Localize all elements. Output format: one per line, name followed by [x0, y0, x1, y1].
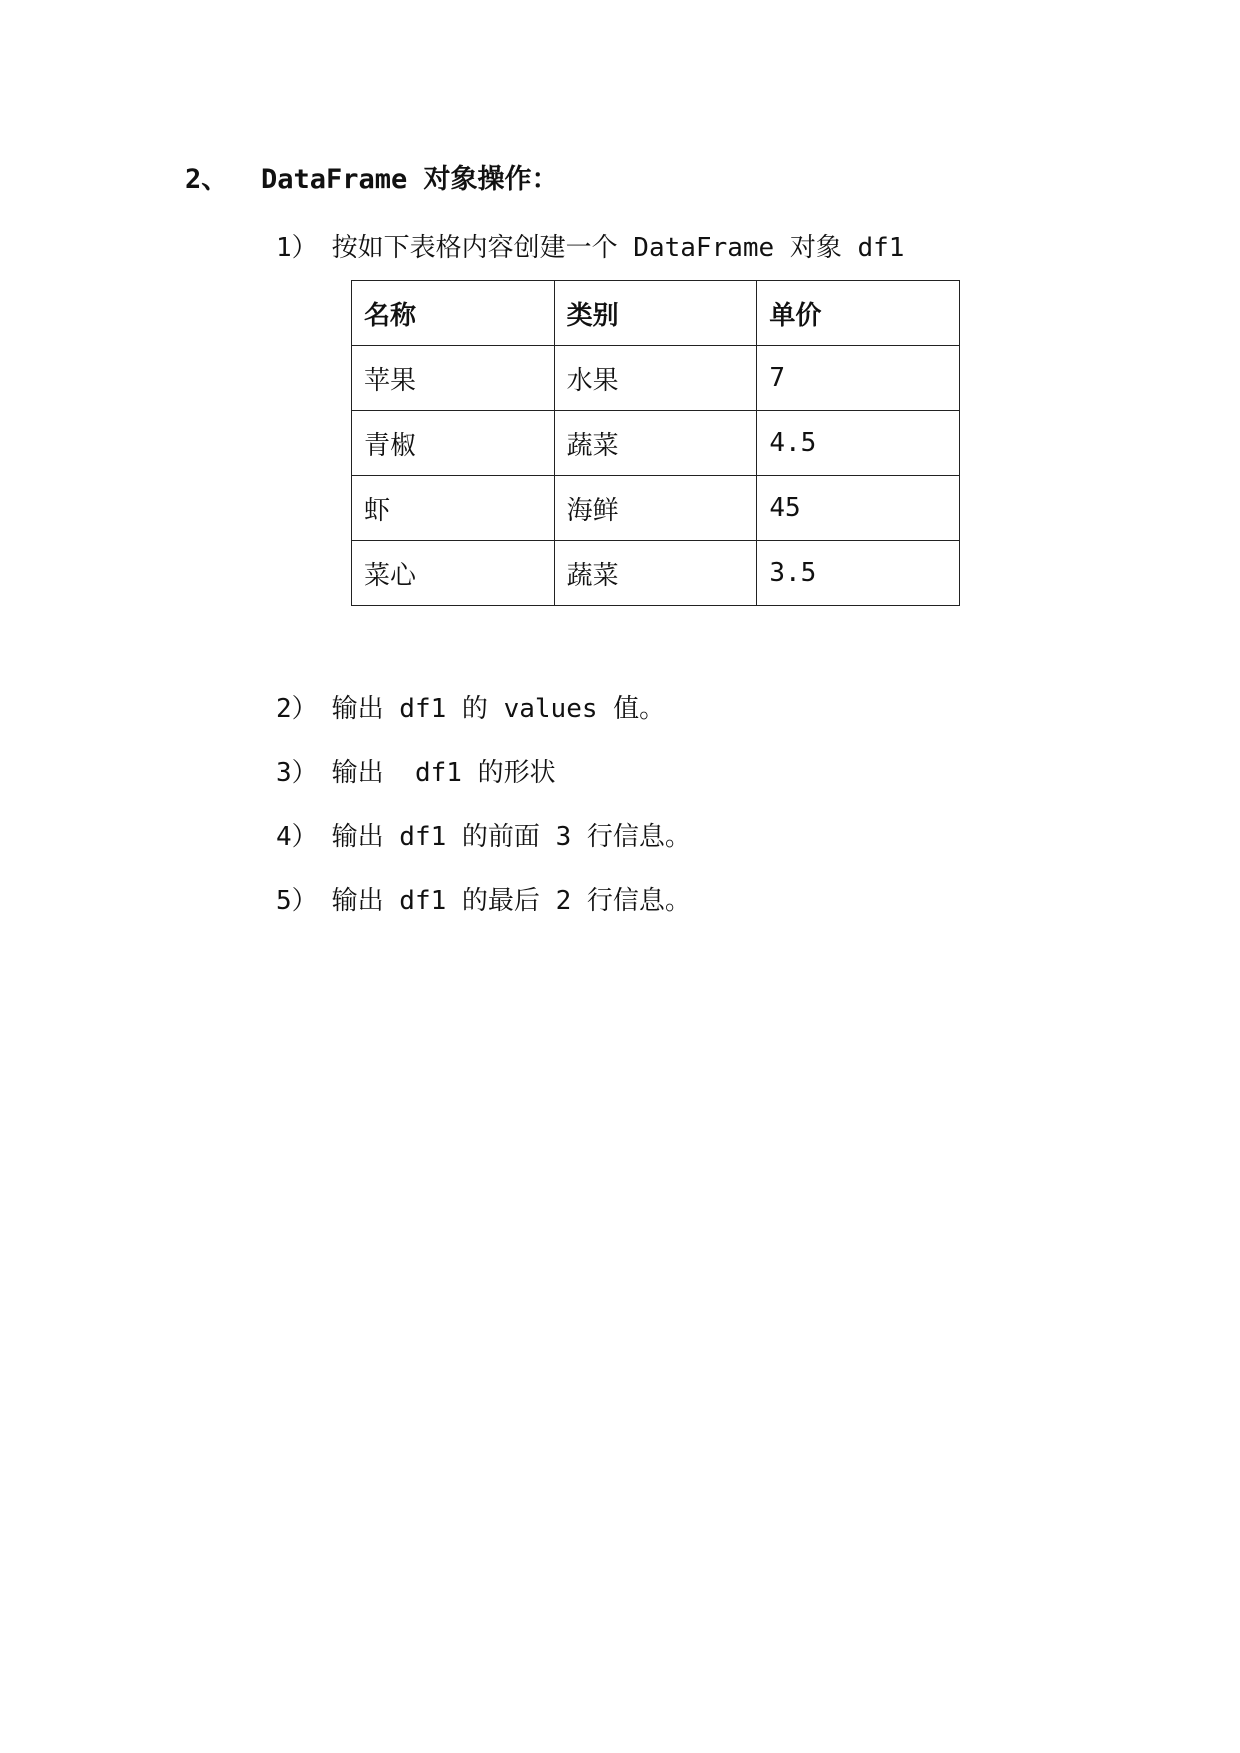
step-index: 2）: [276, 694, 318, 724]
step-text: 按如下表格内容创建一个 DataFrame 对象 df1: [331, 233, 905, 263]
step-index: 5）: [276, 886, 318, 916]
header-name: 名称: [352, 281, 555, 346]
table-row: [352, 541, 960, 606]
cell-price: 45: [757, 476, 960, 541]
table-row: [352, 346, 960, 411]
cell-category: 蔬菜: [554, 541, 757, 606]
cell-name: 虾: [352, 476, 555, 541]
step-4: [276, 817, 691, 857]
step-index: 4）: [276, 822, 318, 852]
cell-name: 菜心: [352, 541, 555, 606]
step-5: [276, 881, 691, 921]
step-2: [276, 689, 665, 729]
section-number: 2、: [185, 164, 229, 195]
table-row: [352, 476, 960, 541]
table-row: [352, 411, 960, 476]
cell-category: 海鲜: [554, 476, 757, 541]
header-category: 类别: [554, 281, 757, 346]
step-1: [276, 228, 904, 268]
step-text: 输出 df1 的最后 2 行信息。: [331, 886, 691, 916]
section-title: DataFrame 对象操作：: [261, 164, 559, 195]
cell-price: 3.5: [757, 541, 960, 606]
step-text: 输出 df1 的形状: [331, 758, 556, 788]
cell-price: 4.5: [757, 411, 960, 476]
step-3: [276, 753, 556, 793]
cell-name: 青椒: [352, 411, 555, 476]
header-price: 单价: [757, 281, 960, 346]
step-text: 输出 df1 的 values 值。: [331, 694, 666, 724]
cell-price: 7: [757, 346, 960, 411]
table-header-row: [352, 281, 960, 346]
cell-category: 水果: [554, 346, 757, 411]
cell-category: 蔬菜: [554, 411, 757, 476]
step-text: 输出 df1 的前面 3 行信息。: [331, 822, 691, 852]
step-index: 3）: [276, 758, 318, 788]
cell-name: 苹果: [352, 346, 555, 411]
step-index: 1）: [276, 233, 318, 263]
section-heading: [185, 160, 559, 200]
product-table: [351, 280, 960, 606]
